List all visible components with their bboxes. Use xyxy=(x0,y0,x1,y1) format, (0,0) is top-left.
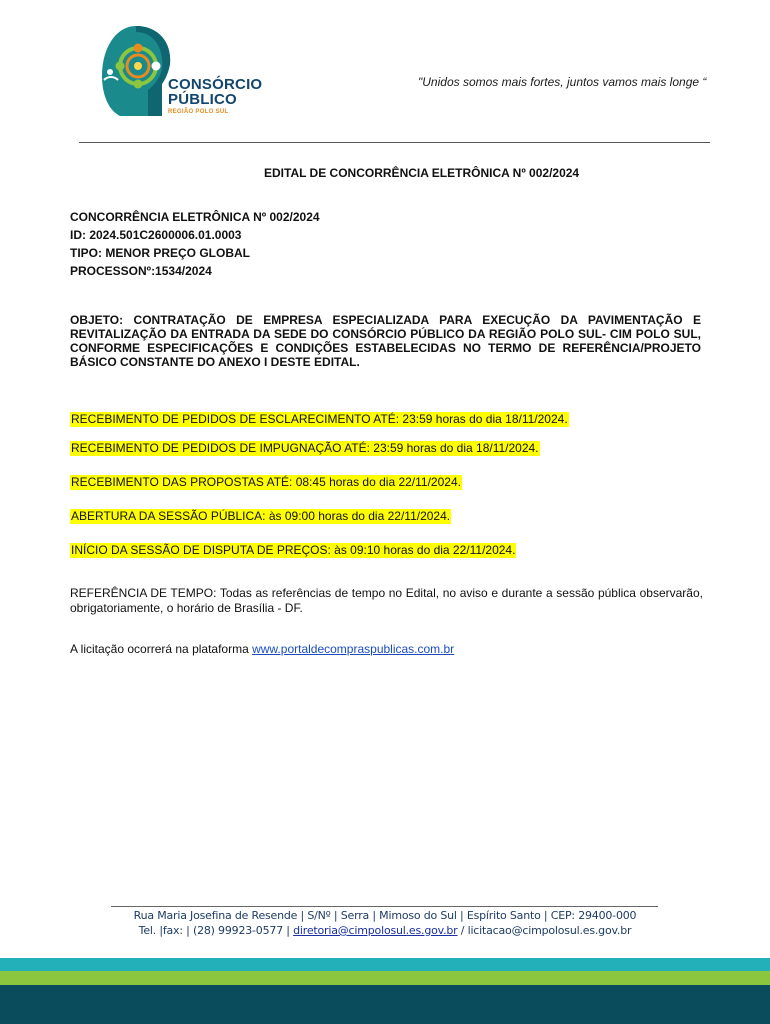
footer-email-licitacao: / licitacao@cimpolosul.es.gov.br xyxy=(457,924,632,937)
footer-band-teal xyxy=(0,958,770,971)
info-line-tipo: TIPO: MENOR PREÇO GLOBAL xyxy=(70,246,250,260)
platform-text: A licitação ocorrerá na plataforma xyxy=(70,642,253,656)
logo-text-regiao: REGIÃO POLO SUL xyxy=(168,109,229,115)
info-line-id: ID: 2024.501C2600006.01.0003 xyxy=(70,228,242,242)
time-reference-paragraph: REFERÊNCIA DE TEMPO: Todas as referências de tempo no Edital, no aviso e durante a sessão pública observarão, obrigatoriamente, o horário de Brasília - DF. xyxy=(70,586,703,615)
deadline-esclarecimento: RECEBIMENTO DE PEDIDOS DE ESCLARECIMENTO ATÉ: 23:59 horas do dia 18/11/2024. xyxy=(71,412,568,426)
logo-emblem-icon xyxy=(96,20,176,122)
logo-text-consorcio: CONSÓRCIO xyxy=(168,76,263,93)
info-line-processo: PROCESSONº:1534/2024 xyxy=(70,264,212,278)
logo-text-publico: PÚBLICO xyxy=(168,91,237,108)
info-line-concorrencia: CONCORRÊNCIA ELETRÔNICA Nº 002/2024 xyxy=(70,210,320,224)
footer-address: Rua Maria Josefina de Resende | S/Nº | Serra | Mimoso do Sul | Espírito Santo | CEP: 29400-000 xyxy=(133,909,637,922)
footer-phone: Tel. |fax: | (28) 99923-0577 | xyxy=(138,924,294,937)
deadline-abertura: ABERTURA DA SESSÃO PÚBLICA: às 09:00 horas do dia 22/11/2024. xyxy=(71,509,451,523)
deadline-impugnacao: RECEBIMENTO DE PEDIDOS DE IMPUGNAÇÃO ATÉ: 23:59 horas do dia 18/11/2024. xyxy=(71,441,539,455)
object-paragraph: OBJETO: CONTRATAÇÃO DE EMPRESA ESPECIALIZADA PARA EXECUÇÃO DA PAVIMENTAÇÃO E REVITALIZAÇÃO DA ENTRADA DA SEDE DO CONSÓRCIO PÚBLICO DA REGIÃO POLO SUL- CIM POLO SUL, CONFORME ESPECIFICAÇÕES E CONDIÇÕES ESTABELECIDAS NO TERMO DE REFERÊNCIA/PROJETO BÁSICO CONSTANTE DO ANEXO I DESTE EDITAL. xyxy=(70,313,701,369)
deadline-propostas: RECEBIMENTO DAS PROPOSTAS ATÉ: 08:45 horas do dia 22/11/2024. xyxy=(71,475,461,489)
document-title: EDITAL DE CONCORRÊNCIA ELETRÔNICA Nº 002/2024 xyxy=(264,166,580,180)
footer-contacts xyxy=(0,924,770,937)
footer-divider xyxy=(111,906,658,907)
consorcio-logo xyxy=(96,20,271,122)
deadline-disputa: INÍCIO DA SESSÃO DE DISPUTA DE PREÇOS: às 09:10 horas do dia 22/11/2024. xyxy=(71,543,516,557)
footer-email-diretoria[interactable]: diretoria@cimpolosul.es.gov.br xyxy=(293,924,458,937)
platform-line xyxy=(70,642,454,656)
motto: "Unidos somos mais fortes, juntos vamos mais longe “ xyxy=(418,75,707,89)
platform-link[interactable]: www.portaldecompraspublicas.com.br xyxy=(252,642,455,656)
footer-band-green xyxy=(0,971,770,985)
edital-info xyxy=(70,208,320,280)
header-divider xyxy=(79,142,710,143)
footer-band-dark xyxy=(0,985,770,1024)
